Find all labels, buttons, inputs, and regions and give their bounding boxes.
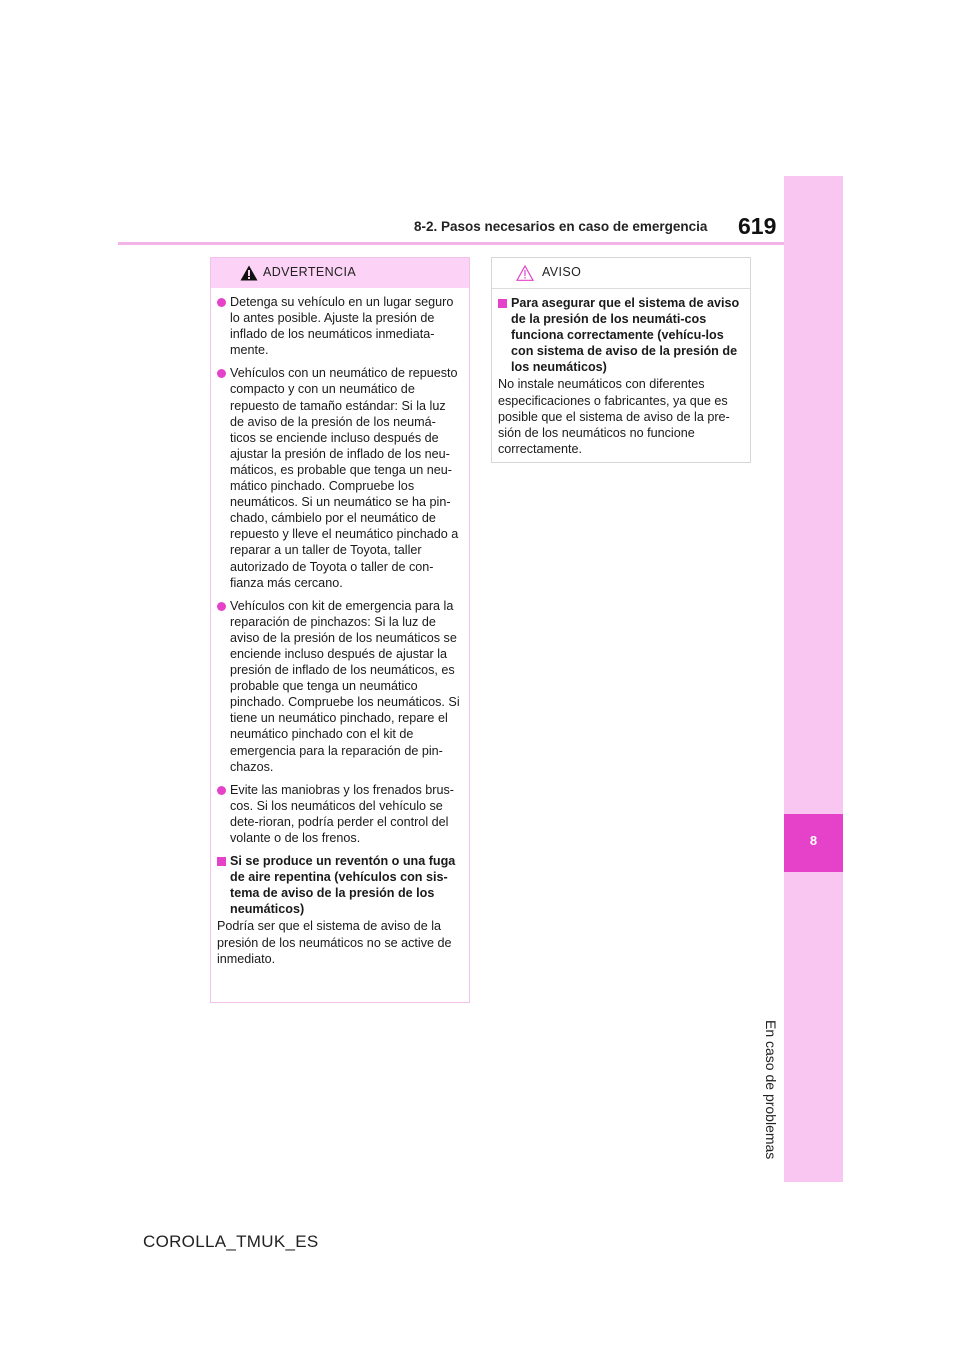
list-item-text: Vehículos con un neumático de repuesto compacto y con un neumático de repuesto de tamaño estándar: Si la luz de aviso de la presión de los neumá-ticos se enciende incluso después de ajustar la presión de inflado de los neu-máticos, es probable que tenga un neu-mático pinchado. Compruebe los neumáticos. Si un neumático se ha pin-chado, cámbielo por el neumático de repuesto y lleve el neumático pinchado a reparar a un taller de Toyota, taller autorizado de Toyota o taller de con-fianza más cercano.	[230, 366, 459, 590]
list-item	[217, 365, 461, 590]
notice-box	[491, 257, 751, 463]
list-item	[217, 782, 461, 846]
notice-box-header	[492, 258, 750, 289]
warning-box-body	[211, 288, 469, 967]
bullet-icon	[217, 602, 226, 611]
header-rule	[118, 242, 784, 245]
square-bullet-icon	[217, 857, 226, 866]
warning-triangle-icon	[240, 265, 258, 281]
bullet-icon	[217, 786, 226, 795]
section-title: 8-2. Pasos necesarios en caso de emergencia	[414, 219, 708, 234]
document-code: COROLLA_TMUK_ES	[143, 1232, 319, 1251]
warning-paragraph: Podría ser que el sistema de aviso de la presión de los neumáticos no se active de inmediato.	[217, 919, 452, 966]
caution-triangle-icon	[516, 265, 534, 281]
warning-box	[210, 257, 470, 1003]
chapter-side-tab	[784, 176, 843, 1182]
bullet-icon	[217, 369, 226, 378]
notice-box-title: AVISO	[542, 265, 582, 279]
chapter-label: En caso de problemas	[763, 1020, 779, 1160]
notice-subheading	[498, 295, 742, 375]
warning-box-title: ADVERTENCIA	[263, 265, 357, 279]
notice-box-body	[492, 289, 750, 457]
list-item-text: Detenga su vehículo en un lugar seguro lo antes posible. Ajuste la presión de inflado de los neumáticos inmediata-mente.	[230, 295, 454, 358]
list-item-text: Evite las maniobras y los frenados brus-cos. Si los neumáticos del vehículo se dete-rioran, podría perder el control del volante o de los frenos.	[230, 782, 454, 845]
list-item	[217, 294, 461, 358]
list-item	[217, 598, 461, 775]
bullet-icon	[217, 298, 226, 307]
subheading-text: Para asegurar que el sistema de aviso de la presión de los neumáti-cos funciona correctamente (vehícu-los con sistema de aviso de la presión de los neumáticos)	[511, 296, 740, 375]
page-number: 619	[738, 213, 777, 239]
square-bullet-icon	[498, 299, 507, 308]
warning-box-header	[211, 258, 469, 288]
subheading-text: Si se produce un reventón o una fuga de aire repentina (vehículos con sis-tema de aviso de la presión de los neumáticos)	[230, 854, 456, 917]
chapter-number: 8	[809, 833, 818, 848]
list-item-text: Vehículos con kit de emergencia para la reparación de pinchazos: Si la luz de aviso de la presión de los neumáticos se enciende incluso después de ajustar la presión de inflado de los neumáticos, es probable que tenga un neumático pinchado. Compruebe los neumáticos. Si tiene un neumático pinchado, repare el neumático pinchado con el kit de emergencia para la reparación de pin-chazos.	[230, 598, 460, 774]
warning-subheading	[217, 853, 461, 917]
notice-paragraph: No instale neumáticos con diferentes especificaciones o fabricantes, ya que es posible que el sistema de aviso de la pre-sión de los neumáticos no funcione correctamente.	[498, 377, 730, 456]
